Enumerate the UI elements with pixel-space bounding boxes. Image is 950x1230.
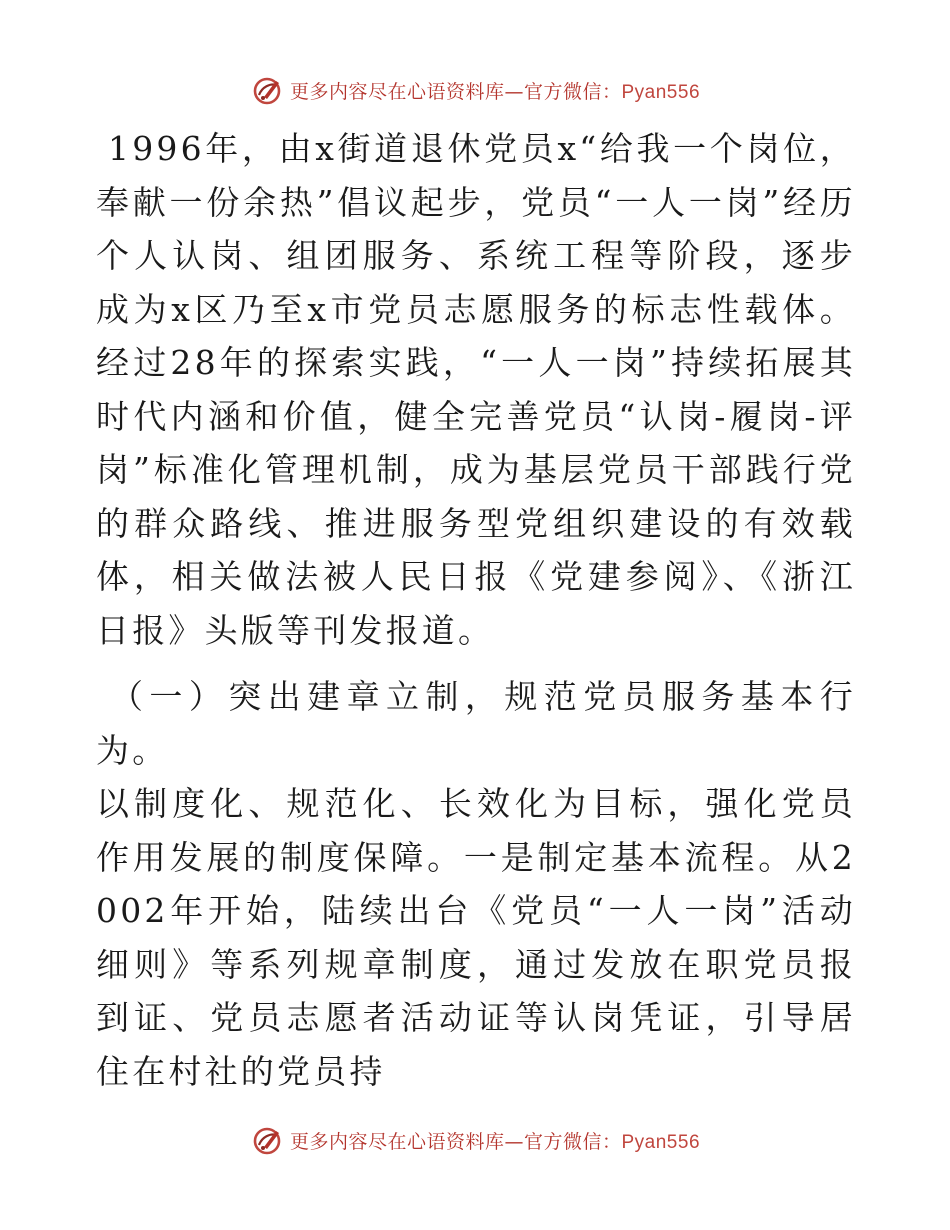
paragraph-section-body: 以制度化、规范化、长效化为目标，强化党员作用发展的制度保障。一是制定基本流程。从2002年开始，陆续出台《党员“一人一岗”活动细则》等系列规章制度，通过发放在职党员报到证、党员志愿者活动证等认岗凭证，引导居住在村社的党员持 [96,784,856,1091]
watermark-wechat-label: 官方微信： [523,80,622,103]
section-heading: （一）突出建章立制，规范党员服务基本行为。 [96,677,856,770]
watermark-wechat-id: Pyan556 [621,1131,701,1153]
watermark-main: 更多内容尽在心语资料库 [289,1130,505,1153]
watermark-main: 更多内容尽在心语资料库 [289,80,505,103]
watermark-banner-top [0,70,950,110]
paragraph-intro: 1996年，由x街道退休党员x“给我一个岗位，奉献一份余热”倡议起步，党员“一人一岗”经历个人认岗、组团服务、系统工程等阶段，逐步成为x区乃至x市党员志愿服务的标志性载体。经过28年的探索实践，“一人一岗”持续拓展其时代内涵和价值，健全完善党员“认岗-履岗-评岗”标准化管理机制，成为基层党员干部践行党的群众路线、推进服务型党组织建设的有效载体，相关做法被人民日报《党建参阅》、《浙江日报》头版等刊发报道。 [96,129,856,650]
pen-swirl-logo-icon [250,1123,284,1157]
watermark-wechat-id: Pyan556 [621,81,701,103]
pen-swirl-logo-icon [250,73,284,107]
watermark-text [290,1127,700,1154]
watermark-banner-bottom [0,1120,950,1160]
document-body [96,122,856,1098]
watermark-separator: — [504,1130,524,1153]
watermark-text [290,77,700,104]
watermark-separator: — [504,80,524,103]
watermark-wechat-label: 官方微信： [523,1130,622,1153]
